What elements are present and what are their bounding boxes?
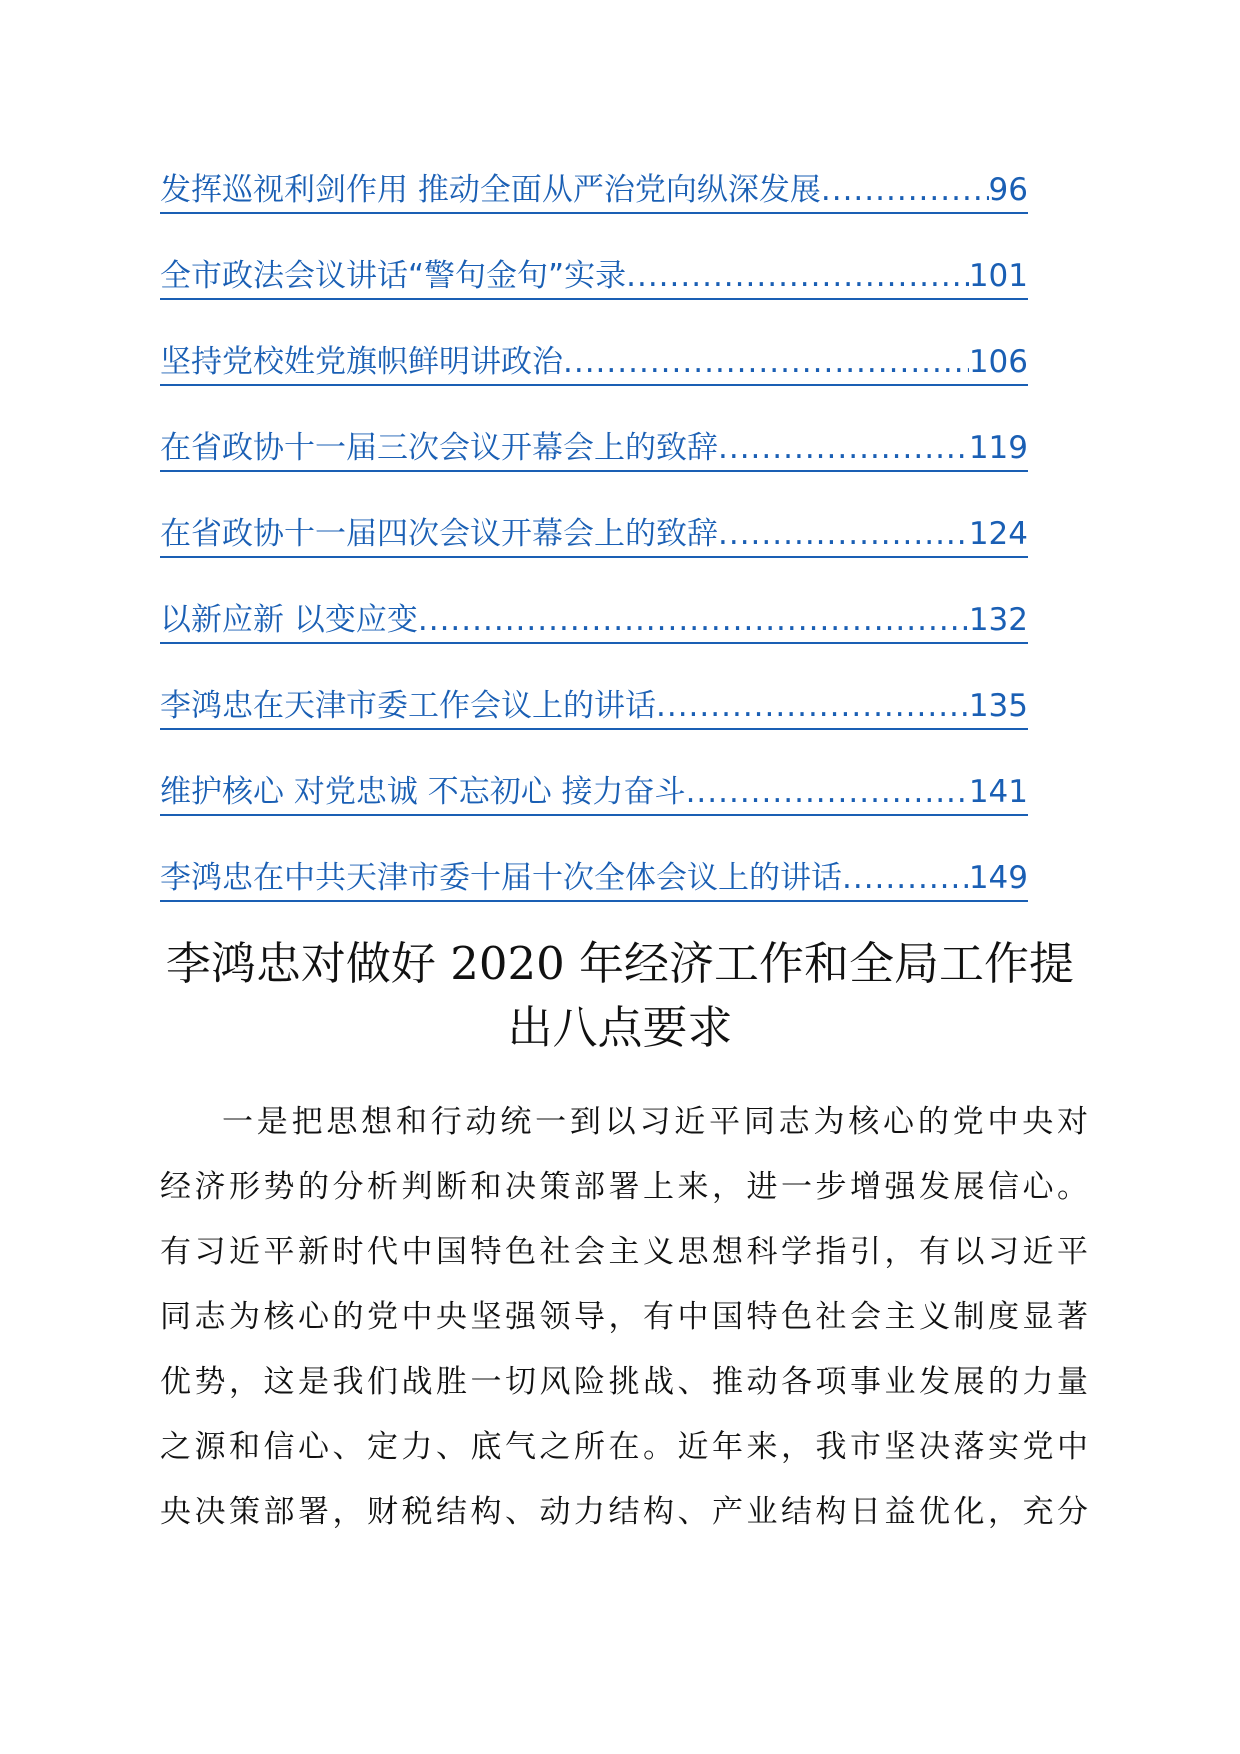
- toc-leader-dots: [563, 340, 969, 384]
- toc-entry-title: 在省政协十一届四次会议开幕会上的致辞: [160, 516, 718, 552]
- article-title-line: 李鸿忠对做好 2020 年经济工作和全局工作提: [165, 937, 1075, 990]
- toc-page-number: 101: [968, 258, 1028, 294]
- toc-entry-title: 李鸿忠在中共天津市委十届十次全体会议上的讲话: [160, 860, 842, 896]
- toc-link[interactable]: [160, 340, 1028, 386]
- toc-entry: [160, 770, 1028, 856]
- toc-page-number: 149: [968, 860, 1028, 896]
- toc-entry: [160, 426, 1028, 512]
- toc-link[interactable]: [160, 254, 1028, 300]
- toc-leader-dots: [821, 168, 989, 212]
- toc-entry: [160, 512, 1028, 598]
- toc-link[interactable]: [160, 512, 1028, 558]
- toc-leader-dots: [418, 598, 969, 642]
- toc-link[interactable]: [160, 426, 1028, 472]
- toc-leader-dots: [718, 426, 969, 470]
- toc-leader-dots: [842, 856, 969, 900]
- toc-link[interactable]: [160, 684, 1028, 730]
- toc-page-number: 124: [968, 516, 1028, 552]
- body-text-line: 经济形势的分析判断和决策部署上来，进一步增强发展信心。: [160, 1169, 1088, 1205]
- toc-page-number: 132: [968, 602, 1028, 638]
- toc-leader-dots: [626, 254, 969, 298]
- toc-entry: [160, 340, 1028, 426]
- toc-entry-title: 以新应新 以变应变: [160, 602, 418, 638]
- toc-entry-title: 维护核心 对党忠诚 不忘初心 接力奋斗: [160, 774, 686, 810]
- toc-link[interactable]: [160, 168, 1028, 214]
- toc-entry: [160, 168, 1028, 254]
- toc-leader-dots: [718, 512, 969, 556]
- toc-entry-title: 坚持党校姓党旗帜鲜明讲政治: [160, 344, 563, 380]
- article-title: [150, 932, 1090, 1060]
- toc-entry-title: 在省政协十一届三次会议开幕会上的致辞: [160, 430, 718, 466]
- toc-link[interactable]: [160, 856, 1028, 902]
- toc-link[interactable]: [160, 770, 1028, 816]
- toc-entry-title: 发挥巡视利剑作用 推动全面从严治党向纵深发展: [160, 172, 821, 208]
- toc-entry-title: 全市政法会议讲话“警句金句”实录: [160, 258, 627, 294]
- toc-leader-dots: [656, 684, 969, 728]
- table-of-contents: [160, 168, 1028, 942]
- toc-entry: [160, 254, 1028, 340]
- body-text-line: 有习近平新时代中国特色社会主义思想科学指引，有以习近平: [160, 1234, 1088, 1270]
- toc-link[interactable]: [160, 598, 1028, 644]
- toc-page-number: 141: [968, 774, 1028, 810]
- body-text-line: 优势，这是我们战胜一切风险挑战、推动各项事业发展的力量: [160, 1364, 1088, 1400]
- body-text-line: 一是把思想和行动统一到以习近平同志为核心的党中央对: [222, 1104, 1088, 1140]
- toc-page-number: 96: [988, 172, 1028, 208]
- article-title-line: 出八点要求: [507, 1001, 733, 1054]
- body-text-line: 央决策部署，财税结构、动力结构、产业结构日益优化，充分: [160, 1494, 1088, 1530]
- toc-page-number: 135: [968, 688, 1028, 724]
- toc-page-number: 106: [968, 344, 1028, 380]
- body-text-line: 同志为核心的党中央坚强领导，有中国特色社会主义制度显著: [160, 1299, 1088, 1335]
- article-body: [160, 1090, 1088, 1545]
- toc-entry: [160, 598, 1028, 684]
- toc-leader-dots: [686, 770, 969, 814]
- body-text-line: 之源和信心、定力、底气之所在。近年来，我市坚决落实党中: [160, 1429, 1088, 1465]
- toc-page-number: 119: [968, 430, 1028, 466]
- toc-entry: [160, 856, 1028, 942]
- toc-entry-title: 李鸿忠在天津市委工作会议上的讲话: [160, 688, 656, 724]
- toc-entry: [160, 684, 1028, 770]
